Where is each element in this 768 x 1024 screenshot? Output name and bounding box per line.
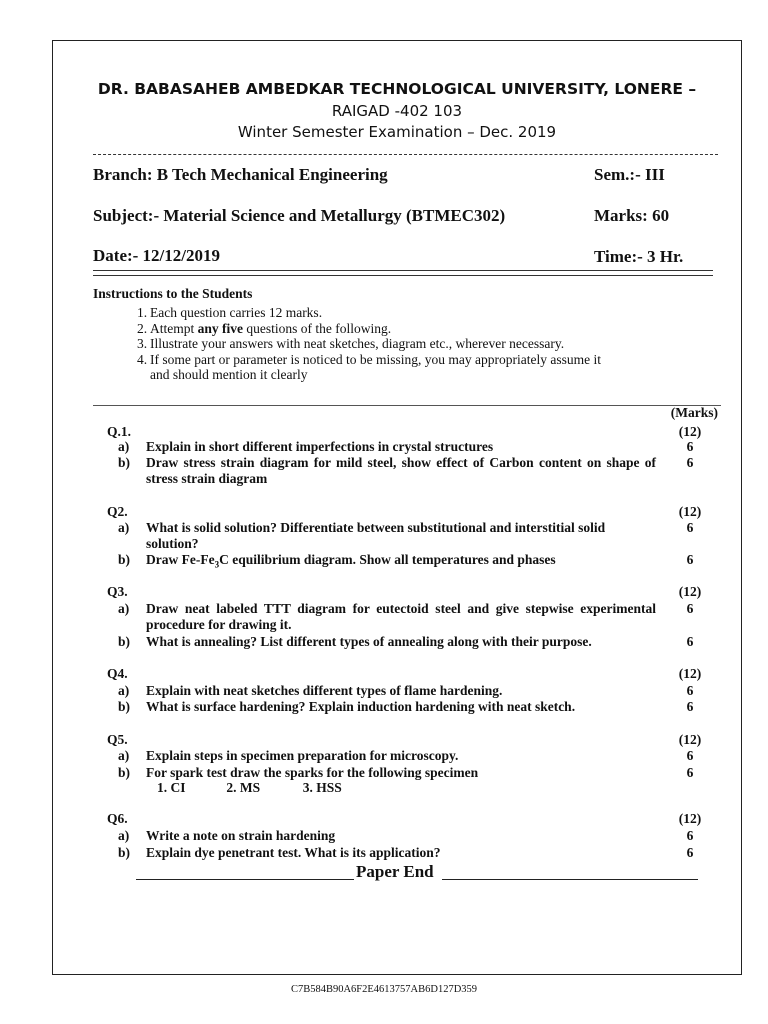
- paper-end: Paper End: [356, 862, 434, 881]
- exam-title: Winter Semester Examination – Dec. 2019: [237, 123, 557, 141]
- instruction-text: Attempt any five questions of the following.: [150, 320, 392, 336]
- subject-label: Subject:- Material Science and Metallurgy (BTMEC302): [93, 206, 506, 225]
- end-rule-left: [136, 879, 354, 880]
- instruction-item: 3. Illustrate your answers with neat sketches, diagram etc., wherever necessary.: [137, 336, 565, 351]
- question-total-marks: (12): [678, 811, 702, 826]
- question-text: What is solid solution? Differentiate between substitutional and interstitial solid solution?: [146, 520, 606, 551]
- question-text: For spark test draw the sparks for the following specimen: [146, 765, 479, 780]
- instruction-item: 2. Attempt any five questions of the following.: [137, 320, 392, 336]
- instruction-item: 1. Each question carries 12 marks.: [137, 305, 323, 320]
- part-marks: 6: [686, 520, 694, 535]
- dashed-divider: [93, 154, 718, 155]
- specimen-item: 3. HSS: [302, 780, 342, 795]
- specimen-item: 2. MS: [226, 780, 261, 795]
- question-text: Explain with neat sketches different types of flame hardening.: [146, 683, 503, 698]
- semester-label: Sem.:- III: [594, 165, 665, 184]
- time-label: Time:- 3 Hr.: [594, 247, 684, 266]
- question-text: What is surface hardening? Explain induction hardening with neat sketch.: [146, 699, 576, 714]
- question-number: Q3.: [107, 584, 128, 599]
- question-total-marks: (12): [678, 504, 702, 519]
- part-marks: 6: [686, 634, 694, 649]
- part-marks: 6: [686, 699, 694, 714]
- question-number: Q5.: [107, 732, 128, 747]
- specimen-list: [157, 780, 342, 796]
- question-number: Q4.: [107, 666, 128, 681]
- part-marks: 6: [686, 765, 694, 780]
- marks-label: Marks: 60: [594, 206, 670, 225]
- section-divider: [93, 405, 721, 406]
- instruction-item: 4. If some part or parameter is noticed to be missing, you may appropriately assume it and should mention it clearly: [137, 351, 602, 382]
- question-text: Draw $Fe-Fe_3C$ equilibrium diagram. Show all temperatures and phases: [146, 552, 556, 570]
- question-text: Explain steps in specimen preparation for microscopy.: [146, 748, 459, 763]
- date-label: Date:- 12/12/2019: [93, 246, 221, 265]
- question-text: Explain in short different imperfections in crystal structures: [146, 439, 494, 454]
- question-total-marks: (12): [678, 424, 702, 439]
- part-marks: 6: [686, 439, 694, 454]
- question-number: Q6.: [107, 811, 128, 826]
- question-number: Q.1.: [107, 424, 132, 439]
- marks-column-header: (Marks): [670, 405, 718, 420]
- part-marks: 6: [686, 748, 694, 763]
- part-marks: 6: [686, 828, 694, 843]
- question-text: Explain dye penetrant test. What is its application?: [146, 845, 441, 860]
- instructions-title: Instructions to the Students: [93, 286, 253, 301]
- question-text: Write a note on strain hardening: [146, 828, 336, 843]
- question-total-marks: (12): [678, 666, 702, 681]
- question-number: Q2.: [107, 504, 128, 519]
- part-marks: 6: [686, 683, 694, 698]
- branch-label: Branch: B Tech Mechanical Engineering: [93, 165, 388, 184]
- double-divider: [93, 270, 713, 276]
- question-text: Draw neat labeled TTT diagram for eutectoid steel and give stepwise experimental procedure for drawing it.: [146, 601, 656, 632]
- question-total-marks: (12): [678, 732, 702, 747]
- question-text: What is annealing? List different types of annealing along with their purpose.: [146, 634, 592, 649]
- part-marks: 6: [686, 455, 694, 470]
- part-marks: 6: [686, 845, 694, 860]
- question-total-marks: (12): [678, 584, 702, 599]
- document-code: C7B584B90A6F2E4613757AB6D127D359: [290, 984, 478, 995]
- instructions-list: [137, 305, 620, 383]
- university-location: RAIGAD -402 103: [331, 102, 463, 120]
- part-marks: 6: [686, 601, 694, 616]
- specimen-item: 1. CI: [157, 780, 186, 795]
- university-name: DR. BABASAHEB AMBEDKAR TECHNOLOGICAL UNIVERSITY, LONERE –: [97, 80, 697, 98]
- part-marks: 6: [686, 552, 694, 567]
- end-rule-right: [442, 879, 698, 880]
- question-text: Draw stress strain diagram for mild steel, show effect of Carbon content on shape of stress strain diagram: [146, 455, 656, 486]
